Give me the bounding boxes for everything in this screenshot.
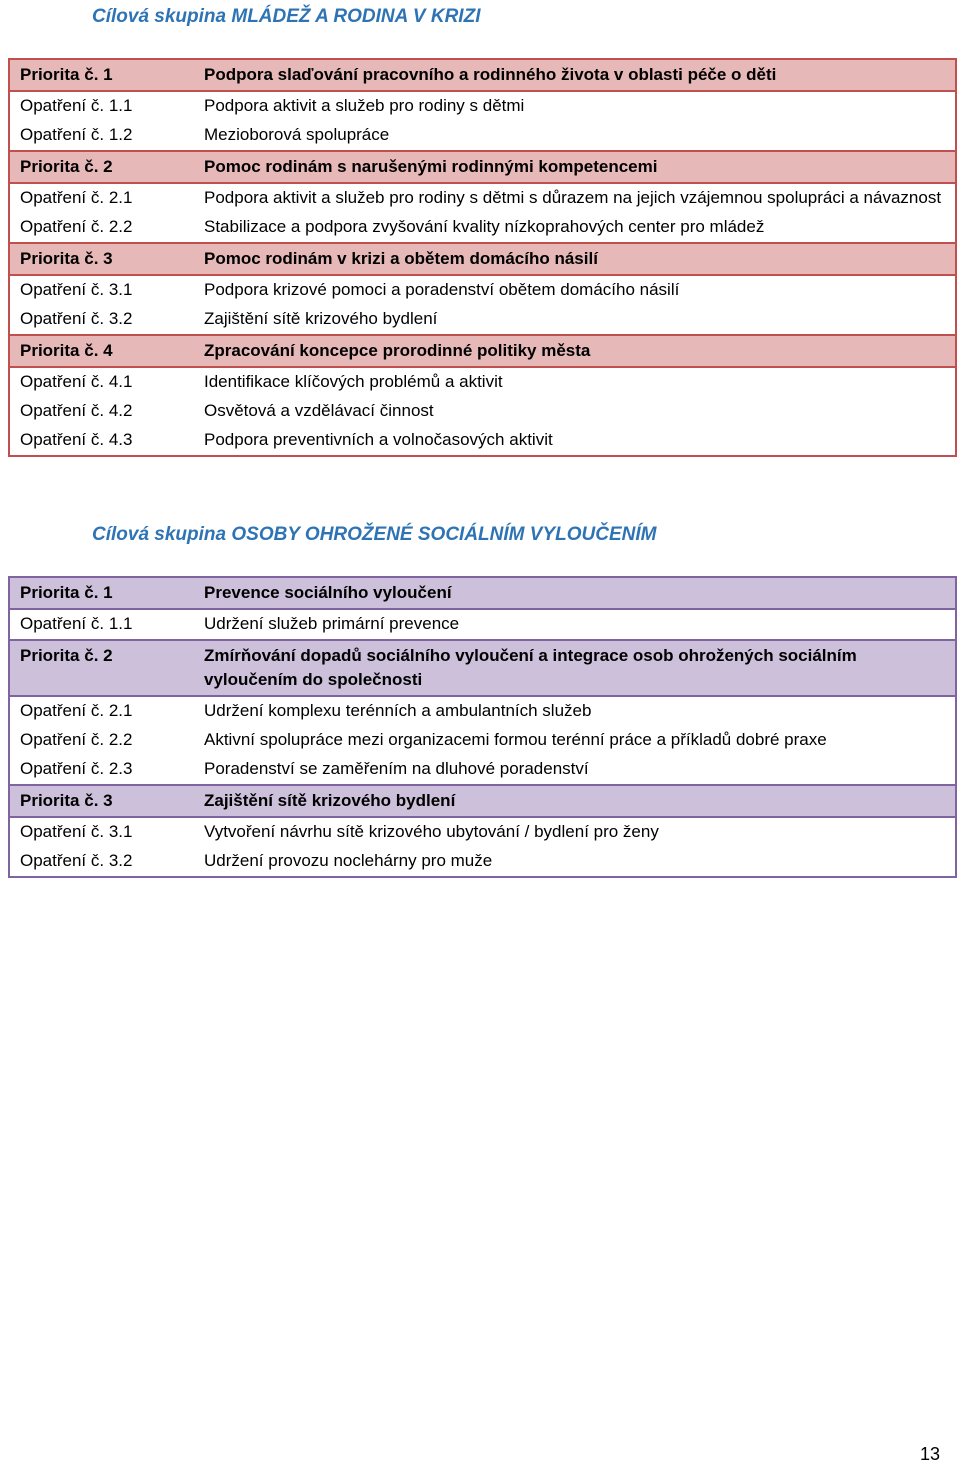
measure-label: Opatření č. 3.2 <box>20 309 133 328</box>
measure-row <box>9 847 956 877</box>
measure-row <box>9 609 956 640</box>
priority-label: Priorita č. 4 <box>9 335 193 367</box>
measure-text: Mezioborová spolupráce <box>204 125 390 144</box>
measure-label: Opatření č. 2.2 <box>20 217 133 236</box>
measure-row <box>9 817 956 847</box>
measure-label: Opatření č. 4.2 <box>20 401 133 420</box>
priority-label: Priorita č. 2 <box>9 640 193 696</box>
priority-row <box>9 640 956 696</box>
measure-row <box>9 305 956 335</box>
priority-label: Priorita č. 2 <box>9 151 193 183</box>
measure-label: Opatření č. 4.3 <box>20 430 133 449</box>
measure-text: Udržení komplexu terénních a ambulantních služeb <box>204 701 592 720</box>
measure-text: Podpora preventivních a volnočasových aktivit <box>204 430 553 449</box>
measure-row <box>9 755 956 785</box>
measure-label: Opatření č. 2.3 <box>20 759 133 778</box>
priority-text: Zmírňování dopadů sociálního vyloučení a integrace osob ohrožených sociálním vyloučením do společnosti <box>193 640 956 696</box>
priority-text: Pomoc rodinám s narušenými rodinnými kompetencemi <box>193 151 956 183</box>
priority-row <box>9 335 956 367</box>
measure-text: Udržení služeb primární prevence <box>204 614 460 633</box>
measure-label: Opatření č. 1.1 <box>20 614 133 633</box>
priority-row <box>9 577 956 609</box>
measure-label: Opatření č. 3.1 <box>20 280 133 299</box>
measure-text: Zajištění sítě krizového bydlení <box>204 309 438 328</box>
measure-label: Opatření č. 3.1 <box>20 822 133 841</box>
measure-text: Podpora krizové pomoci a poradenství obětem domácího násilí <box>204 280 680 299</box>
measure-label: Opatření č. 1.2 <box>20 125 133 144</box>
measure-row <box>9 183 956 213</box>
section-title-social-exclusion: Cílová skupina OSOBY OHROŽENÉ SOCIÁLNÍM VYLOUČENÍM <box>92 524 657 545</box>
measure-label: Opatření č. 2.1 <box>20 188 133 207</box>
measure-label: Opatření č. 1.1 <box>20 96 133 115</box>
measure-text: Udržení provozu noclehárny pro muže <box>204 851 493 870</box>
measure-text: Stabilizace a podpora zvyšování kvality nízkoprahových center pro mládež <box>204 217 765 236</box>
measure-label: Opatření č. 3.2 <box>20 851 133 870</box>
priority-label: Priorita č. 3 <box>9 243 193 275</box>
measure-row <box>9 275 956 305</box>
measure-row <box>9 213 956 243</box>
priority-label: Priorita č. 1 <box>9 577 193 609</box>
measure-text: Poradenství se zaměřením na dluhové poradenství <box>204 759 589 778</box>
section-title-youth-family: Cílová skupina MLÁDEŽ A RODINA V KRIZI <box>92 6 481 27</box>
measure-text: Podpora aktivit a služeb pro rodiny s dětmi <box>204 96 525 115</box>
priority-row <box>9 243 956 275</box>
measure-row <box>9 426 956 456</box>
priority-text: Pomoc rodinám v krizi a obětem domácího násilí <box>193 243 956 275</box>
priority-text: Prevence sociálního vyloučení <box>193 577 956 609</box>
measure-label: Opatření č. 2.1 <box>20 701 133 720</box>
priority-text: Zajištění sítě krizového bydlení <box>193 785 956 817</box>
priority-row <box>9 59 956 91</box>
priority-text: Podpora slaďování pracovního a rodinného života v oblasti péče o děti <box>193 59 956 91</box>
priority-row <box>9 151 956 183</box>
measure-label: Opatření č. 2.2 <box>20 730 133 749</box>
measure-label: Opatření č. 4.1 <box>20 372 133 391</box>
priorities-table-youth-family <box>8 58 957 457</box>
measure-text: Aktivní spolupráce mezi organizacemi formou terénní práce a příkladů dobré praxe <box>204 730 827 749</box>
measure-row <box>9 696 956 726</box>
priorities-table-social-exclusion <box>8 576 957 878</box>
priority-row <box>9 785 956 817</box>
measure-row <box>9 91 956 121</box>
measure-text: Osvětová a vzdělávací činnost <box>204 401 434 420</box>
page-number: 13 <box>919 1444 940 1464</box>
measure-row <box>9 367 956 397</box>
priority-text: Zpracování koncepce prorodinné politiky města <box>193 335 956 367</box>
measure-text: Identifikace klíčových problémů a aktivit <box>204 372 503 391</box>
measure-text: Vytvoření návrhu sítě krizového ubytování / bydlení pro ženy <box>204 822 659 841</box>
measure-row <box>9 726 956 755</box>
measure-row <box>9 121 956 151</box>
priority-label: Priorita č. 3 <box>9 785 193 817</box>
priority-label: Priorita č. 1 <box>9 59 193 91</box>
measure-text: Podpora aktivit a služeb pro rodiny s dětmi s důrazem na jejich vzájemnou spolupráci a návaznost <box>204 188 942 207</box>
measure-row <box>9 397 956 426</box>
